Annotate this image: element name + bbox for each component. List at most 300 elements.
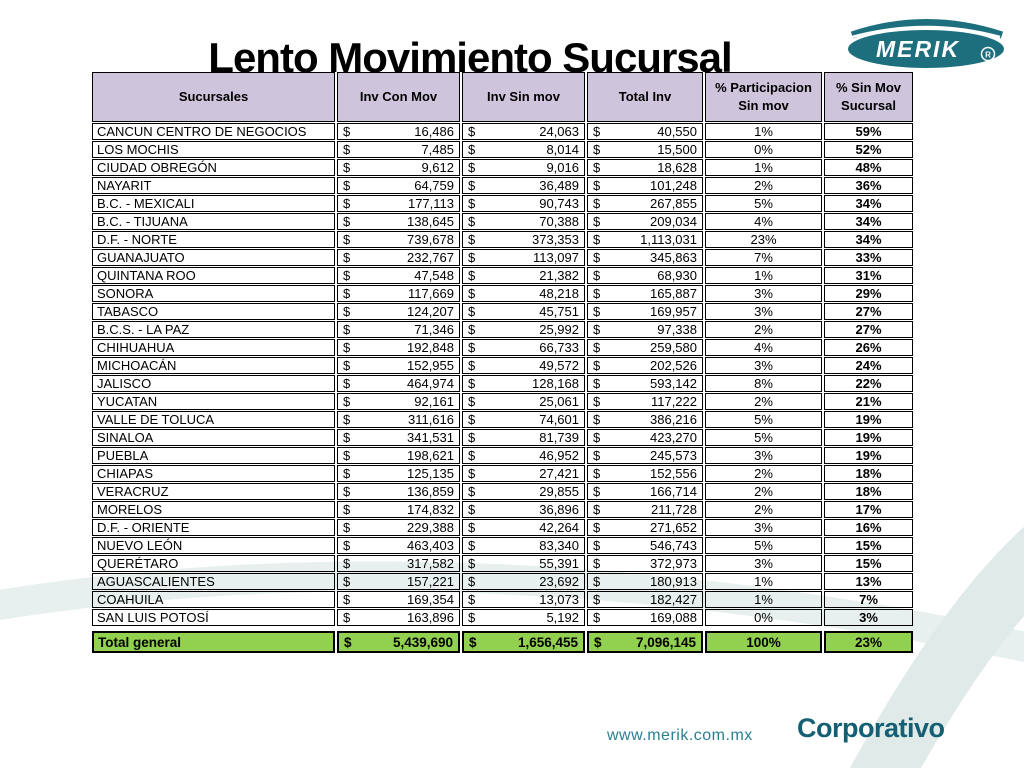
inv-sin-mov-cell: [462, 447, 585, 464]
total-inv-cell: [587, 609, 703, 626]
sucursal-cell: [92, 177, 335, 194]
part-sin-mov-value: 3%: [754, 358, 773, 373]
sucursal-cell: [92, 141, 335, 158]
page-title: Lento Movimiento Sucursal: [208, 34, 732, 82]
inv-sin-mov-cell: [462, 213, 585, 230]
sucursal-name: CHIAPAS: [97, 466, 154, 481]
currency-symbol: $: [343, 196, 351, 211]
inv-sin-mov-value: 46,952: [539, 448, 579, 463]
inv-sin-mov-cell: [462, 195, 585, 212]
inv-con-mov-cell: [337, 465, 460, 482]
part-sin-mov-cell: [705, 591, 822, 608]
inv-con-mov-cell: [337, 519, 460, 536]
footer-brand-word: Corporativo: [797, 713, 945, 743]
total-inv-value: 593,142: [650, 376, 697, 391]
total-inv-con-mov-value: 5,439,690: [392, 634, 453, 650]
sin-mov-sucursal-value: 29%: [855, 286, 882, 301]
currency-symbol: $: [593, 286, 601, 301]
sucursal-name: JALISCO: [97, 376, 152, 391]
inv-sin-mov-cell: [462, 159, 585, 176]
currency-symbol: $: [468, 160, 476, 175]
part-sin-mov-value: 2%: [754, 484, 773, 499]
inv-sin-mov-cell: [462, 339, 585, 356]
sin-mov-sucursal-value: 52%: [855, 142, 882, 157]
currency-symbol: $: [468, 592, 476, 607]
currency-symbol: $: [468, 304, 476, 319]
currency-symbol: $: [468, 466, 476, 481]
sucursal-name: MORELOS: [97, 502, 163, 517]
sin-mov-sucursal-cell: [824, 483, 913, 500]
sucursal-cell: [92, 321, 335, 338]
sucursal-cell: [92, 231, 335, 248]
currency-symbol: $: [593, 592, 601, 607]
total-inv-value: 169,957: [650, 304, 697, 319]
part-sin-mov-cell: [705, 555, 822, 572]
inv-sin-mov-value: 23,692: [539, 574, 579, 589]
sin-mov-sucursal-cell: [824, 411, 913, 428]
part-sin-mov-cell: [705, 141, 822, 158]
sucursal-name: D.F. - NORTE: [97, 232, 177, 247]
header-part-sin-mov: % Participacion Sin mov: [705, 72, 822, 122]
currency-symbol: $: [593, 358, 601, 373]
part-sin-mov-cell: [705, 123, 822, 140]
inv-sin-mov-cell: [462, 609, 585, 626]
table-row: [92, 429, 913, 446]
sin-mov-sucursal-value: 33%: [855, 250, 882, 265]
part-sin-mov-cell: [705, 465, 822, 482]
currency-symbol: $: [343, 286, 351, 301]
inv-sin-mov-value: 49,572: [539, 358, 579, 373]
table-row: [92, 195, 913, 212]
sin-mov-sucursal-cell: [824, 375, 913, 392]
total-sin-mov-sucursal-cell: 23%: [824, 631, 913, 653]
currency-symbol: $: [468, 214, 476, 229]
currency-symbol: $: [343, 430, 351, 445]
inv-sin-mov-cell: [462, 537, 585, 554]
registered-mark: R: [985, 50, 991, 60]
part-sin-mov-value: 3%: [754, 448, 773, 463]
sin-mov-sucursal-value: 17%: [855, 502, 882, 517]
table-row: [92, 141, 913, 158]
currency-symbol: $: [593, 376, 601, 391]
total-inv-cell: [587, 249, 703, 266]
sucursal-cell: [92, 357, 335, 374]
part-sin-mov-cell: [705, 357, 822, 374]
header-total-inv: Total Inv: [587, 72, 703, 122]
sucursal-name: GUANAJUATO: [97, 250, 185, 265]
total-inv-value: 271,652: [650, 520, 697, 535]
inv-con-mov-cell: [337, 375, 460, 392]
currency-symbol: $: [593, 538, 601, 553]
part-sin-mov-cell: [705, 375, 822, 392]
sin-mov-sucursal-cell: [824, 285, 913, 302]
total-inv-cell: [587, 573, 703, 590]
total-inv-cell: [587, 591, 703, 608]
inv-con-mov-cell: [337, 123, 460, 140]
inv-con-mov-cell: [337, 411, 460, 428]
sin-mov-sucursal-cell: [824, 159, 913, 176]
sin-mov-sucursal-value: 34%: [855, 232, 882, 247]
inv-con-mov-value: 152,955: [407, 358, 454, 373]
table-row: [92, 555, 913, 572]
inv-sin-mov-value: 8,014: [546, 142, 579, 157]
currency-symbol: $: [593, 610, 601, 625]
sin-mov-sucursal-cell: [824, 303, 913, 320]
sucursal-cell: [92, 213, 335, 230]
total-inv-value: 15,500: [657, 142, 697, 157]
total-table: [90, 631, 915, 653]
inv-con-mov-value: 64,759: [414, 178, 454, 193]
inv-sin-mov-cell: [462, 501, 585, 518]
part-sin-mov-value: 2%: [754, 322, 773, 337]
inv-sin-mov-cell: [462, 465, 585, 482]
part-sin-mov-value: 8%: [754, 376, 773, 391]
currency-symbol: $: [468, 412, 476, 427]
total-inv-value: 169,088: [650, 610, 697, 625]
total-inv-cell: [587, 195, 703, 212]
inv-con-mov-value: 163,896: [407, 610, 454, 625]
inv-con-mov-value: 174,832: [407, 502, 454, 517]
inv-sin-mov-cell: [462, 519, 585, 536]
currency-symbol: $: [468, 340, 476, 355]
table-row: [92, 465, 913, 482]
currency-symbol: $: [343, 520, 351, 535]
table-row: [92, 519, 913, 536]
part-sin-mov-cell: [705, 303, 822, 320]
sin-mov-sucursal-cell: [824, 519, 913, 536]
total-inv-cell: [587, 393, 703, 410]
currency-symbol: $: [468, 124, 476, 139]
inv-con-mov-cell: [337, 591, 460, 608]
sin-mov-sucursal-cell: [824, 447, 913, 464]
total-inv-cell: [587, 411, 703, 428]
sucursal-cell: [92, 537, 335, 554]
table-row: [92, 501, 913, 518]
inv-sin-mov-value: 27,421: [539, 466, 579, 481]
currency-symbol: $: [468, 250, 476, 265]
part-sin-mov-cell: [705, 231, 822, 248]
table-row: [92, 573, 913, 590]
total-total-inv-value: 7,096,145: [635, 634, 696, 650]
total-inv-sin-mov-cell: [462, 631, 585, 653]
total-inv-value: 117,222: [650, 394, 697, 409]
inv-con-mov-value: 157,221: [407, 574, 454, 589]
sin-mov-sucursal-cell: [824, 501, 913, 518]
table-row: [92, 447, 913, 464]
part-sin-mov-cell: [705, 285, 822, 302]
sin-mov-sucursal-cell: [824, 213, 913, 230]
sin-mov-sucursal-value: 27%: [855, 322, 882, 337]
currency-symbol: $: [593, 250, 601, 265]
part-sin-mov-cell: [705, 339, 822, 356]
sucursal-name: TABASCO: [97, 304, 159, 319]
inv-con-mov-cell: [337, 357, 460, 374]
table-row: [92, 591, 913, 608]
total-inv-value: 18,628: [657, 160, 697, 175]
currency-symbol: $: [343, 124, 351, 139]
part-sin-mov-value: 1%: [754, 592, 773, 607]
merik-logo-text: MERIK: [875, 36, 961, 62]
inv-con-mov-cell: [337, 555, 460, 572]
table-row: [92, 159, 913, 176]
currency-symbol: $: [468, 286, 476, 301]
sucursal-cell: [92, 573, 335, 590]
currency-symbol: $: [343, 412, 351, 427]
currency-symbol: $: [343, 466, 351, 481]
inv-con-mov-cell: [337, 213, 460, 230]
inv-sin-mov-value: 83,340: [539, 538, 579, 553]
inv-con-mov-value: 125,135: [407, 466, 454, 481]
currency-symbol: $: [594, 634, 602, 650]
currency-symbol: $: [593, 160, 601, 175]
inv-con-mov-value: 169,354: [407, 592, 454, 607]
total-inv-cell: [587, 285, 703, 302]
sin-mov-sucursal-value: 15%: [855, 538, 882, 553]
sin-mov-sucursal-cell: [824, 465, 913, 482]
part-sin-mov-value: 1%: [754, 574, 773, 589]
inv-sin-mov-value: 42,264: [539, 520, 579, 535]
total-label: Total general: [92, 631, 335, 653]
part-sin-mov-value: 2%: [754, 466, 773, 481]
inv-con-mov-value: 739,678: [407, 232, 454, 247]
inv-sin-mov-cell: [462, 177, 585, 194]
merik-logo: [846, 18, 1008, 75]
part-sin-mov-value: 3%: [754, 556, 773, 571]
currency-symbol: $: [593, 502, 601, 517]
inv-con-mov-cell: [337, 303, 460, 320]
sin-mov-sucursal-cell: [824, 573, 913, 590]
table-row: [92, 303, 913, 320]
sucursal-cell: [92, 249, 335, 266]
sucursal-name: QUINTANA ROO: [97, 268, 196, 283]
sin-mov-sucursal-cell: [824, 141, 913, 158]
inv-con-mov-cell: [337, 339, 460, 356]
sucursal-name: B.C. - TIJUANA: [97, 214, 188, 229]
currency-symbol: $: [593, 142, 601, 157]
table-row: [92, 177, 913, 194]
inv-con-mov-value: 232,767: [407, 250, 454, 265]
currency-symbol: $: [593, 448, 601, 463]
part-sin-mov-cell: [705, 267, 822, 284]
sucursal-cell: [92, 267, 335, 284]
currency-symbol: $: [468, 502, 476, 517]
total-inv-value: 259,580: [650, 340, 697, 355]
total-inv-cell: [587, 501, 703, 518]
sin-mov-sucursal-cell: [824, 267, 913, 284]
inv-con-mov-value: 177,113: [407, 196, 454, 211]
part-sin-mov-value: 3%: [754, 304, 773, 319]
inv-con-mov-cell: [337, 483, 460, 500]
sucursal-cell: [92, 339, 335, 356]
total-inv-value: 152,556: [650, 466, 697, 481]
sin-mov-sucursal-value: 18%: [855, 484, 882, 499]
sucursal-name: QUERÉTARO: [97, 556, 179, 571]
inv-con-mov-value: 124,207: [407, 304, 454, 319]
sucursal-cell: [92, 465, 335, 482]
header-inv-con-mov: Inv Con Mov: [337, 72, 460, 122]
part-sin-mov-value: 1%: [754, 268, 773, 283]
sin-mov-sucursal-cell: [824, 555, 913, 572]
currency-symbol: $: [343, 232, 351, 247]
total-inv-cell: [587, 357, 703, 374]
total-inv-value: 546,743: [650, 538, 697, 553]
sin-mov-sucursal-cell: [824, 123, 913, 140]
currency-symbol: $: [343, 322, 351, 337]
inv-sin-mov-cell: [462, 591, 585, 608]
part-sin-mov-value: 3%: [754, 286, 773, 301]
currency-symbol: $: [593, 322, 601, 337]
table-row: [92, 267, 913, 284]
inv-con-mov-cell: [337, 537, 460, 554]
total-row: [92, 631, 913, 653]
sin-mov-sucursal-cell: [824, 231, 913, 248]
inv-sin-mov-cell: [462, 231, 585, 248]
currency-symbol: $: [468, 538, 476, 553]
sin-mov-sucursal-cell: [824, 177, 913, 194]
currency-symbol: $: [343, 178, 351, 193]
inv-sin-mov-value: 24,063: [539, 124, 579, 139]
sin-mov-sucursal-value: 15%: [855, 556, 882, 571]
inv-con-mov-cell: [337, 177, 460, 194]
inv-con-mov-cell: [337, 321, 460, 338]
inv-con-mov-cell: [337, 285, 460, 302]
sucursal-cell: [92, 375, 335, 392]
inv-con-mov-cell: [337, 159, 460, 176]
header-inv-sin-mov: Inv Sin mov: [462, 72, 585, 122]
inv-con-mov-value: 464,974: [407, 376, 454, 391]
inv-sin-mov-value: 128,168: [532, 376, 579, 391]
sucursal-name: AGUASCALIENTES: [97, 574, 215, 589]
table-row: [92, 609, 913, 626]
part-sin-mov-value: 1%: [754, 124, 773, 139]
total-inv-value: 202,526: [650, 358, 697, 373]
total-inv-cell: [587, 177, 703, 194]
currency-symbol: $: [468, 358, 476, 373]
currency-symbol: $: [343, 610, 351, 625]
sucursal-cell: [92, 501, 335, 518]
sin-mov-sucursal-value: 26%: [855, 340, 882, 355]
inv-sin-mov-cell: [462, 573, 585, 590]
part-sin-mov-value: 0%: [754, 142, 773, 157]
part-sin-mov-value: 7%: [754, 250, 773, 265]
total-inv-value: 372,973: [650, 556, 697, 571]
inv-sin-mov-value: 90,743: [539, 196, 579, 211]
sucursal-name: CIUDAD OBREGÓN: [97, 160, 217, 175]
total-inv-cell: [587, 231, 703, 248]
part-sin-mov-cell: [705, 609, 822, 626]
inv-con-mov-cell: [337, 447, 460, 464]
inv-con-mov-value: 229,388: [407, 520, 454, 535]
total-total-inv-cell: [587, 631, 703, 653]
currency-symbol: $: [593, 466, 601, 481]
total-inv-sin-mov-value: 1,656,455: [517, 634, 578, 650]
inv-con-mov-value: 47,548: [414, 268, 454, 283]
inv-sin-mov-cell: [462, 555, 585, 572]
sin-mov-sucursal-cell: [824, 393, 913, 410]
currency-symbol: $: [468, 376, 476, 391]
currency-symbol: $: [343, 394, 351, 409]
sin-mov-sucursal-value: 19%: [855, 430, 882, 445]
sucursal-cell: [92, 159, 335, 176]
sin-mov-sucursal-value: 3%: [859, 610, 878, 625]
currency-symbol: $: [343, 502, 351, 517]
currency-symbol: $: [593, 232, 601, 247]
sucursal-cell: [92, 429, 335, 446]
part-sin-mov-cell: [705, 429, 822, 446]
part-sin-mov-value: 1%: [754, 160, 773, 175]
currency-symbol: $: [593, 556, 601, 571]
sucursal-name: PUEBLA: [97, 448, 149, 463]
currency-symbol: $: [593, 340, 601, 355]
total-inv-cell: [587, 519, 703, 536]
part-sin-mov-cell: [705, 321, 822, 338]
inv-con-mov-cell: [337, 609, 460, 626]
inv-con-mov-cell: [337, 231, 460, 248]
sin-mov-sucursal-value: 59%: [855, 124, 882, 139]
currency-symbol: $: [468, 484, 476, 499]
part-sin-mov-cell: [705, 573, 822, 590]
sucursal-cell: [92, 195, 335, 212]
currency-symbol: $: [468, 574, 476, 589]
sin-mov-sucursal-value: 22%: [855, 376, 882, 391]
total-inv-value: 180,913: [650, 574, 697, 589]
sucursal-name: COAHUILA: [97, 592, 164, 607]
sucursal-cell: [92, 411, 335, 428]
inv-con-mov-value: 192,848: [407, 340, 454, 355]
currency-symbol: $: [468, 430, 476, 445]
table-row: [92, 375, 913, 392]
total-part-sin-mov-cell: 100%: [705, 631, 822, 653]
table-row: [92, 483, 913, 500]
sucursal-cell: [92, 393, 335, 410]
inv-sin-mov-cell: [462, 375, 585, 392]
total-inv-value: 423,270: [650, 430, 697, 445]
currency-symbol: $: [343, 556, 351, 571]
part-sin-mov-value: 5%: [754, 196, 773, 211]
sin-mov-sucursal-value: 16%: [855, 520, 882, 535]
currency-symbol: $: [343, 142, 351, 157]
inv-sin-mov-value: 21,382: [539, 268, 579, 283]
inv-sin-mov-value: 29,855: [539, 484, 579, 499]
part-sin-mov-cell: [705, 411, 822, 428]
currency-symbol: $: [593, 304, 601, 319]
inv-sin-mov-value: 25,992: [539, 322, 579, 337]
currency-symbol: $: [469, 634, 477, 650]
total-inv-con-mov-cell: [337, 631, 460, 653]
part-sin-mov-cell: [705, 213, 822, 230]
sin-mov-sucursal-cell: [824, 537, 913, 554]
currency-symbol: $: [468, 448, 476, 463]
inv-con-mov-value: 311,616: [407, 412, 454, 427]
inv-con-mov-cell: [337, 573, 460, 590]
sucursal-cell: [92, 519, 335, 536]
currency-symbol: $: [343, 160, 351, 175]
sin-mov-sucursal-cell: [824, 609, 913, 626]
inv-sin-mov-value: 373,353: [532, 232, 579, 247]
sin-mov-sucursal-value: 34%: [855, 196, 882, 211]
currency-symbol: $: [468, 520, 476, 535]
inv-con-mov-cell: [337, 393, 460, 410]
inv-sin-mov-value: 81,739: [539, 430, 579, 445]
sin-mov-sucursal-value: 21%: [855, 394, 882, 409]
table-row: [92, 231, 913, 248]
sin-mov-sucursal-value: 19%: [855, 448, 882, 463]
inv-sin-mov-value: 45,751: [539, 304, 579, 319]
inv-con-mov-cell: [337, 195, 460, 212]
inv-con-mov-cell: [337, 267, 460, 284]
inv-sin-mov-value: 55,391: [539, 556, 579, 571]
inv-con-mov-value: 71,346: [414, 322, 454, 337]
